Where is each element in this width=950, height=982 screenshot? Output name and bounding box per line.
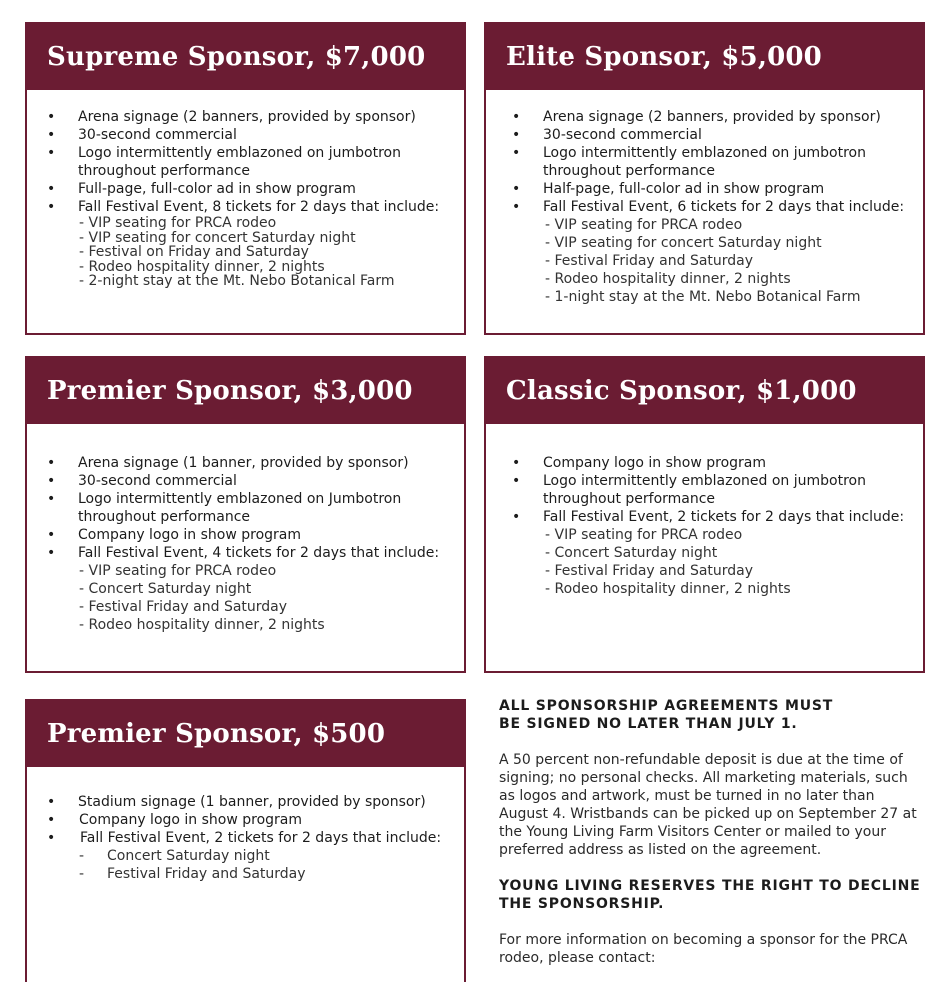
benefit-item (45, 544, 464, 634)
benefit-item: • Logo intermittently emblazoned on jumbotron throughout performance (510, 472, 923, 508)
sub-benefit-item: - Festival on Friday and Saturday (79, 244, 309, 260)
deposit-paragraph: A 50 percent non-refundable deposit is due at the time of signing; no personal checks. All marketing materials, such as logos and artwork, must be turned in no later than August 4. Wristbands can be picked up on September 27 at the Young Living Farm Visitors Center or mailed to your preferred address as listed on the agreement. (499, 752, 917, 858)
benefit-text: Fall Festival Event, 8 tickets for 2 days that include: (78, 199, 440, 215)
classic-sponsor-card (484, 356, 925, 673)
card-body (27, 90, 464, 289)
reserve-right-notice: YOUNG LIVING RESERVES THE RIGHT TO DECLINE THE SPONSORSHIP. (499, 878, 921, 912)
benefit-item: • Half-page, full-color ad in show program (510, 180, 923, 198)
sub-benefit-item: - VIP seating for PRCA rodeo (79, 215, 277, 231)
dash-marker: - (79, 866, 85, 882)
card-header (486, 24, 923, 90)
supreme-sponsor-card (25, 22, 466, 335)
elite-sponsor-title: Elite Sponsor, $5,000 (506, 42, 822, 72)
card-body (486, 90, 923, 306)
sub-benefit-item: - Rodeo hospitality dinner, 2 nights (545, 581, 791, 597)
premier-sponsor-500-title: Premier Sponsor, $500 (47, 719, 386, 749)
benefit-item: • Arena signage (2 banners, provided by sponsor) (510, 108, 923, 126)
contact-paragraph: For more information on becoming a sponsor for the PRCA rodeo, please contact: (499, 932, 908, 966)
benefit-item: • Logo intermittently emblazoned on Jumbotron throughout performance (45, 490, 464, 526)
premier-sponsor-500-card (25, 699, 466, 982)
benefit-list (45, 108, 464, 289)
sub-benefit-item (45, 865, 464, 883)
benefit-text: Fall Festival Event, 2 tickets for 2 days that include: (543, 509, 905, 525)
card-header (27, 701, 464, 767)
benefit-item: • Logo intermittently emblazoned on jumbotron throughout performance (510, 144, 923, 180)
sub-benefit-list (45, 216, 464, 289)
benefit-item: • Company logo in show program (45, 526, 464, 544)
sub-benefit-item: - VIP seating for concert Saturday night (545, 235, 822, 251)
card-header (27, 24, 464, 90)
sub-benefit-item: - Festival Friday and Saturday (545, 253, 754, 269)
benefit-item: • Arena signage (2 banners, provided by sponsor) (45, 108, 464, 126)
card-body (27, 767, 464, 883)
benefit-list (45, 454, 464, 634)
benefit-item: • 30-second commercial (45, 472, 464, 490)
card-body (27, 424, 464, 634)
benefit-item: • Company logo in show program (510, 454, 923, 472)
benefit-item (510, 508, 923, 598)
sub-benefit-list (45, 847, 464, 883)
sub-benefit-list (510, 216, 923, 306)
benefit-item (45, 829, 464, 883)
benefit-list (45, 793, 464, 883)
sub-benefit-item: - Rodeo hospitality dinner, 2 nights (79, 258, 325, 275)
benefit-item (45, 198, 464, 289)
sub-benefit-item: - Concert Saturday night (545, 545, 718, 561)
deadline-line-2: BE SIGNED NO LATER THAN JULY 1. (499, 716, 798, 732)
sub-benefit-list (510, 526, 923, 598)
benefit-list (510, 108, 923, 306)
deadline-heading (499, 697, 924, 733)
benefit-text: Fall Festival Event, 6 tickets for 2 days that include: (543, 199, 905, 215)
sub-benefit-item: - 2-night stay at the Mt. Nebo Botanical Farm (79, 273, 395, 289)
sub-benefit-item: - Rodeo hospitality dinner, 2 nights (79, 617, 325, 633)
sub-benefit-item: - Concert Saturday night (79, 581, 252, 597)
sub-benefit-item: - VIP seating for PRCA rodeo (79, 563, 277, 579)
sub-benefit-item: - VIP seating for PRCA rodeo (545, 217, 743, 233)
benefit-item (510, 198, 923, 306)
benefit-item: • Full-page, full-color ad in show program (45, 180, 464, 198)
sub-benefit-item: - Rodeo hospitality dinner, 2 nights (545, 271, 791, 287)
benefit-item: • Company logo in show program (45, 811, 464, 829)
sub-benefit-item: - VIP seating for PRCA rodeo (545, 527, 743, 543)
sub-benefit-item (45, 847, 464, 865)
benefit-item: • 30-second commercial (45, 126, 464, 144)
benefit-text: Fall Festival Event, 4 tickets for 2 days that include: (78, 545, 440, 561)
classic-sponsor-title: Classic Sponsor, $1,000 (506, 376, 857, 406)
sub-benefit-text: Concert Saturday night (107, 848, 270, 864)
benefit-item: • 30-second commercial (510, 126, 923, 144)
card-header (27, 358, 464, 424)
sponsorship-notes (499, 697, 924, 982)
sub-benefit-list (45, 562, 464, 634)
card-body (486, 424, 923, 598)
sub-benefit-item: - VIP seating for concert Saturday night (79, 229, 356, 246)
benefit-item: • Arena signage (1 banner, provided by sponsor) (45, 454, 464, 472)
sub-benefit-item: - 1-night stay at the Mt. Nebo Botanical Farm (545, 289, 861, 305)
benefit-item: • Logo intermittently emblazoned on jumbotron throughout performance (45, 144, 464, 180)
benefit-item: • Stadium signage (1 banner, provided by sponsor) (45, 793, 464, 811)
sub-benefit-text: Festival Friday and Saturday (107, 866, 306, 882)
elite-sponsor-card (484, 22, 925, 335)
supreme-sponsor-title: Supreme Sponsor, $7,000 (47, 42, 426, 72)
premier-sponsor-3000-card (25, 356, 466, 673)
sub-benefit-item: - Festival Friday and Saturday (79, 599, 288, 615)
card-header (486, 358, 923, 424)
dash-marker: - (79, 848, 85, 864)
sub-benefit-item: - Festival Friday and Saturday (545, 563, 754, 579)
premier-sponsor-3000-title: Premier Sponsor, $3,000 (47, 376, 413, 406)
benefit-text: Fall Festival Event, 2 tickets for 2 days that include: (80, 830, 442, 846)
deadline-line-1: ALL SPONSORSHIP AGREEMENTS MUST (499, 698, 834, 714)
benefit-list (510, 454, 923, 598)
